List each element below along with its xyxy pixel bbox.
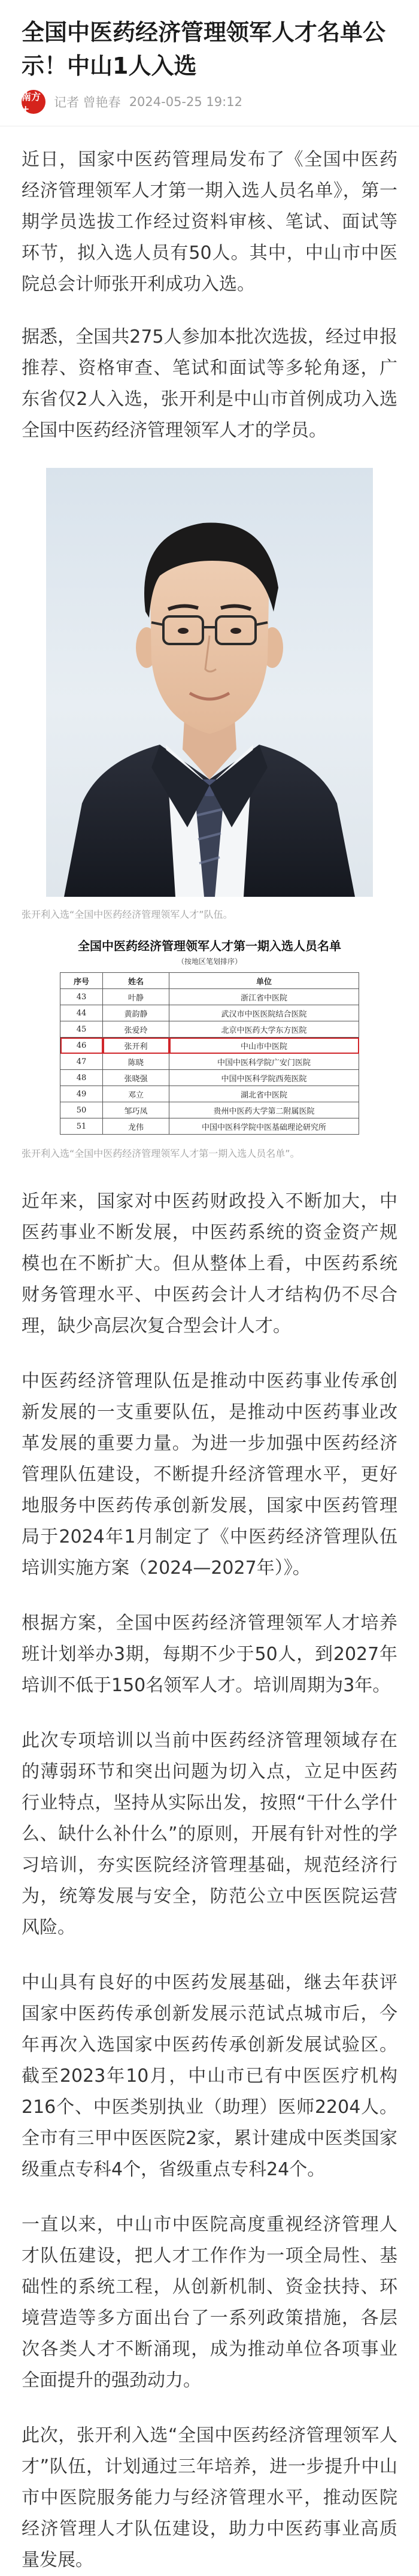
- table-header-row: [60, 973, 359, 989]
- table-cell: 黄韵静: [103, 1005, 169, 1021]
- nanfang-plus-logo-icon: 南方+: [22, 90, 45, 114]
- table-header: 姓名: [103, 973, 169, 989]
- table-cell: 张晓强: [103, 1070, 169, 1086]
- paragraph-9: 此次，张开利入选“全国中医药经济管理领军人才”队伍，计划通过三年培养，进一步提升中山市中医院服务能力与经济管理水平，推动医院经济管理人才队伍建设，助力中医药事业高质量发展。: [22, 2425, 397, 2571]
- article-author: 记者 曾艳春: [54, 95, 121, 110]
- article-meta: [0, 83, 419, 115]
- table-cell: 49: [60, 1086, 103, 1102]
- table-cell: 贵州中医药大学第二附属医院: [169, 1102, 359, 1118]
- paragraph-6: 此次专项培训以当前中医药经济管理领域存在的薄弱环节和突出问题为切入点，立足中医药行业特点，坚持从实际出发，按照“干什么学什么、缺什么补什么”的原则，开展有针对性的学习培训，夯实医院经济管理基础，规范经济行为，统筹发展与安全，防范公立中医医院运营风险。: [22, 1730, 397, 1938]
- roster-table-title: 全国中医药经济管理领军人才第一期入选人员名单: [78, 939, 341, 953]
- table-cell: 浙江省中医院: [169, 989, 359, 1005]
- photo-caption: 张开利入选“全国中医药经济管理领军人才”队伍。: [22, 909, 233, 920]
- table-cell: 50: [60, 1102, 103, 1118]
- paragraph-5: 根据方案，全国中医药经济管理领军人才培养班计划举办3期，每期不少于50人，到2027年培训不低于150名领军人才。培训周期为3年。: [22, 1613, 397, 1696]
- table-row: [60, 1021, 359, 1038]
- paragraph-1: 近日，国家中医药管理局发布了《全国中医药经济管理领军人才第一期入选人员名单》，第一期学员选拔工作经过资料审核、笔试、面试等环节，拟入选人员有50人。其中，中山市中医院总会计师张开利成功入选。: [22, 149, 397, 295]
- table-row: [60, 1102, 359, 1118]
- roster-table-subtitle: （按地区笔划排序）: [177, 957, 242, 966]
- table-cell: 张爱玲: [103, 1021, 169, 1038]
- table-row-highlighted: [60, 1038, 359, 1054]
- table-header: 单位: [169, 973, 359, 989]
- table-header: 序号: [60, 973, 103, 989]
- table-cell: 邓立: [103, 1086, 169, 1102]
- portrait-photo: [46, 468, 373, 897]
- table-cell: 张开利: [103, 1038, 169, 1054]
- table-cell: 北京中医药大学东方医院: [169, 1021, 359, 1038]
- article-body-bottom: [0, 1186, 419, 2576]
- table-cell: 武汉市中医医院结合医院: [169, 1005, 359, 1021]
- table-cell: 中国中医科学院中医基础理论研究所: [169, 1118, 359, 1135]
- table-row: [60, 1005, 359, 1021]
- table-cell: 中山市中医院: [169, 1038, 359, 1054]
- table-row: [60, 1086, 359, 1102]
- roster-table: [60, 972, 359, 1135]
- table-cell: 43: [60, 989, 103, 1005]
- article-title: 全国中医药经济管理领军人才名单公示！中山1人入选: [22, 19, 386, 79]
- table-cell: 中国中医科学院西苑医院: [169, 1070, 359, 1086]
- table-cell: 中国中医科学院广安门医院: [169, 1054, 359, 1070]
- article-body: [0, 144, 419, 446]
- paragraph-2: 据悉，全国共275人参加本批次选拔，经过申报推荐、资格审查、笔试和面试等多轮角逐，广东省仅2人入选，张开利是中山市首例成功入选全国中医药经济管理领军人才的学员。: [22, 326, 397, 441]
- table-row: [60, 1054, 359, 1070]
- paragraph-8: 一直以来，中山市中医院高度重视经济管理人才队伍建设，把人才工作作为一项全局性、基础性的系统工程，从创新机制、资金扶持、环境营造等多方面出台了一系列政策措施，各层次各类人才不断涌现，成为推动单位各项事业全面提升的强劲动力。: [22, 2214, 397, 2391]
- table-cell: 48: [60, 1070, 103, 1086]
- table-cell: 46: [60, 1038, 103, 1054]
- table-cell: 陈晓: [103, 1054, 169, 1070]
- article-date: 2024-05-25 19:12: [129, 95, 242, 109]
- table-row: [60, 1070, 359, 1086]
- table-cell: 44: [60, 1005, 103, 1021]
- portrait-illustration: [46, 468, 373, 897]
- paragraph-4: 中医药经济管理队伍是推动中医药事业传承创新发展的一支重要队伍，是推动中医药事业改革发展的重要力量。为进一步加强中医药经济管理队伍建设，不断提升经济管理水平，更好地服务中医药传承创新发展，国家中医药管理局于2024年1月制定了《中医药经济管理队伍培训实施方案（2024—2027年）》。: [22, 1371, 397, 1579]
- paragraph-7: 中山具有良好的中医药发展基础，继去年获评国家中医药传承创新发展示范试点城市后，今年再次入选国家中医药传承创新发展试验区。截至2023年10月，中山市已有中医医疗机构216个、中医类别执业（助理）医师2204人。全市有三甲中医医院2家，累计建成中医类国家级重点专科4个，省级重点专科24个。: [22, 1972, 397, 2180]
- table-cell: 邹巧凤: [103, 1102, 169, 1118]
- table-row: [60, 1118, 359, 1135]
- roster-table-image: [22, 936, 397, 1135]
- table-cell: 龙伟: [103, 1118, 169, 1135]
- table-cell: 51: [60, 1118, 103, 1135]
- table-cell: 47: [60, 1054, 103, 1070]
- table-cell: 45: [60, 1021, 103, 1038]
- table-row: [60, 989, 359, 1005]
- paragraph-3: 近年来，国家对中医药财政投入不断加大，中医药事业不断发展，中医药系统的资金资产规模也在不断扩大。但从整体上看，中医药系统财务管理水平、中医药会计人才结构仍不尽合理，缺少高层次复合型会计人才。: [22, 1191, 397, 1337]
- table-cell: 湖北省中医院: [169, 1086, 359, 1102]
- table-cell: 叶静: [103, 989, 169, 1005]
- table-caption: 张开利入选“全国中医药经济管理领军人才第一期入选人员名单”。: [22, 1148, 300, 1159]
